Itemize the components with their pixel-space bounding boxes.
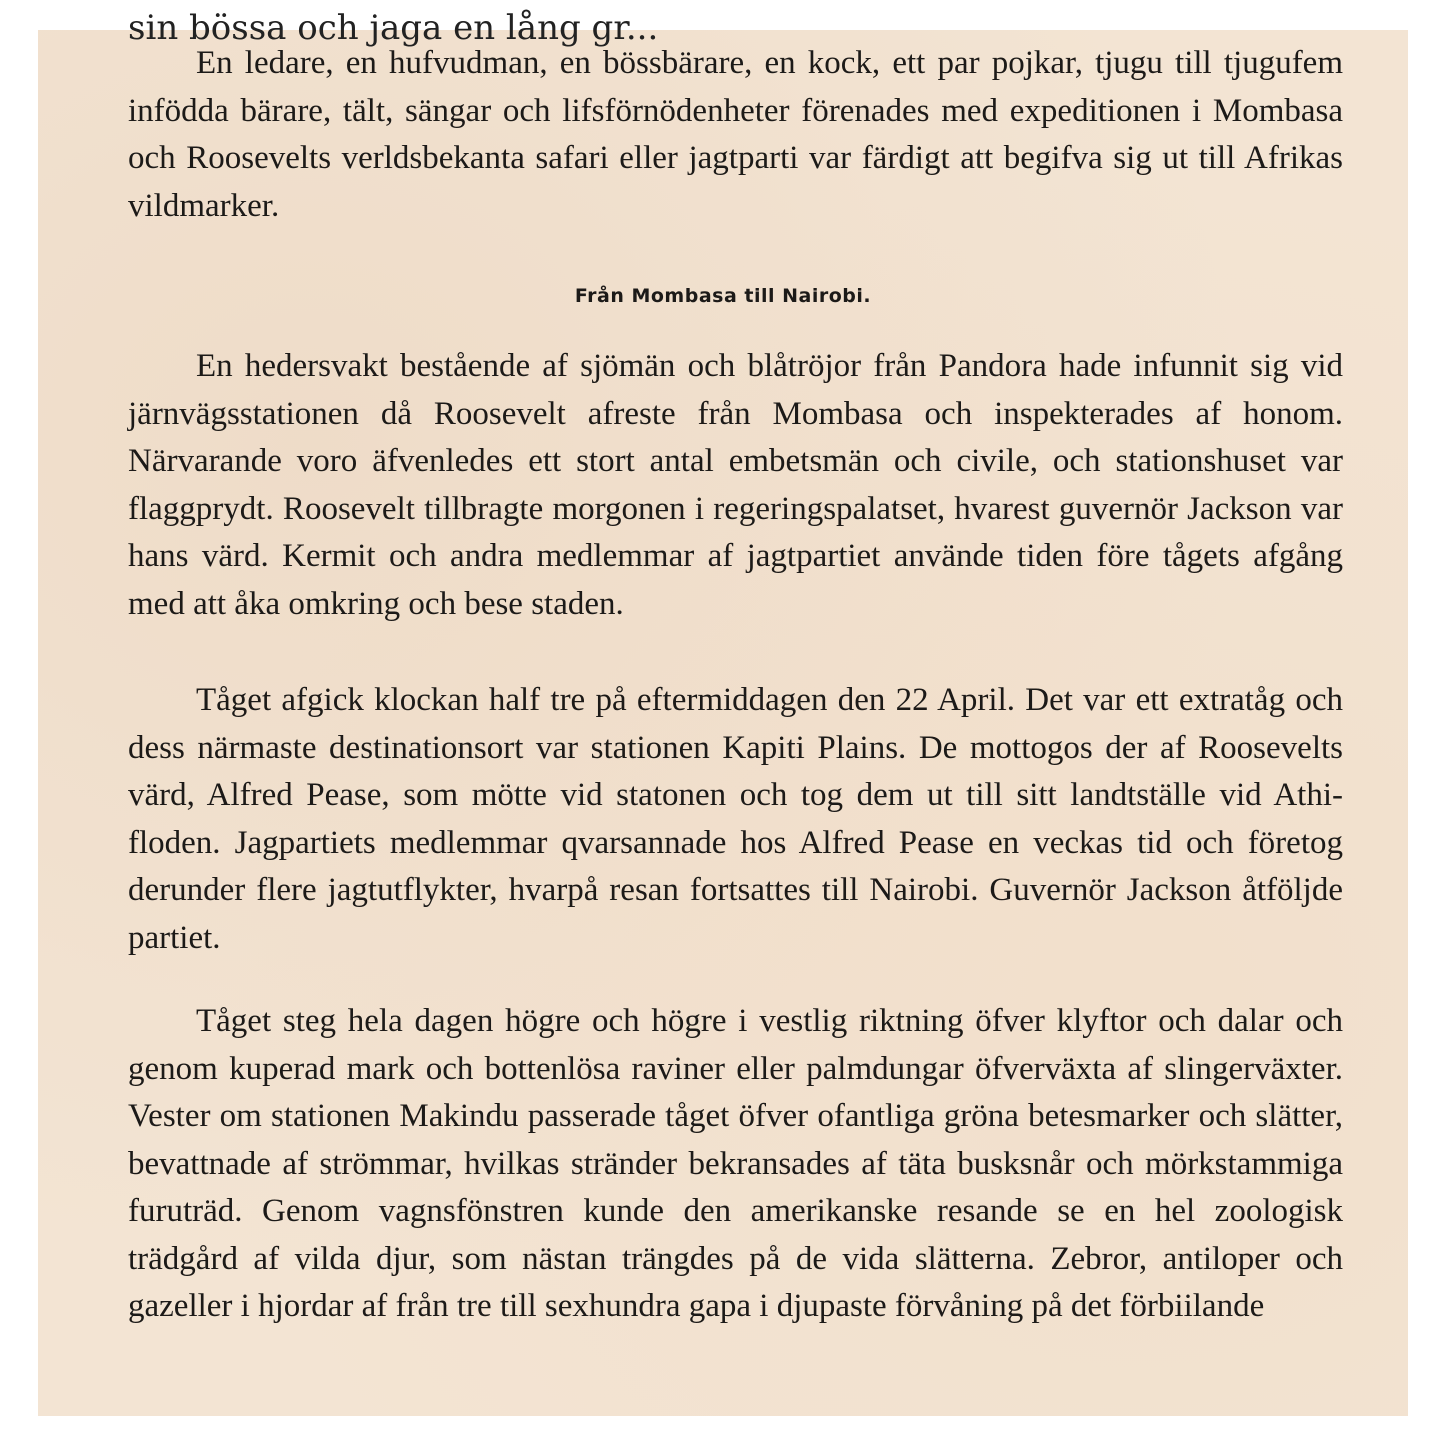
paragraph-expedition: [128, 40, 1343, 230]
paragraph-text: Tåget steg hela dagen högre och högre i vestlig riktning öfver klyftor och dalar och genom kuperad mark och bottenlösa raviner eller palmdungar öfverväxta af slingerväxter. Vester om stationen Makindu passerade tåget öfver ofantliga gröna betesmarker och slätter, bevattnade af strömmar, hvilkas stränder bekransades af täta busksnår och mörkstammiga furuträd. Genom vagnsfönstren kunde den amerikanske resande se en hel zoologisk trädgård af vilda djur, som nästan trängdes på de vida slätterna. Zebror, antiloper och gazeller i hjordar af från tre till sexhundra gapa i djupaste förvåning på det förbiilande: [128, 1003, 1343, 1324]
paragraph-text: Tåget afgick klockan half tre på eftermiddagen den 22 April. Det var ett extratåg och dess närmaste destinationsort var stationen Kapiti Plains. De mottogos der af Roosevelts värd, Alfred Pease, som mötte vid statonen och tog dem ut till sitt landtställe vid Athi-floden. Jagpartiets medlemmar qvarsannade hos Alfred Pease en veckas tid och företog derunder flere jagtutflykter, hvarpå resan fortsattes till Nairobi. Guvernör Jackson åtföljde partiet.: [128, 682, 1343, 956]
cut-off-line: sin bössa och jaga en lång gr...: [128, 8, 659, 48]
paragraph-text: En ledare, en hufvudman, en bössbärare, en kock, ett par pojkar, tjugu till tjugufem infödda bärare, tält, sängar och lifsförnödenheter förenades med expeditionen i Mombasa och Roosevelts verldsbekanta safari eller jagtparti var färdigt att begifva sig ut till Afrikas vildmarker.: [128, 45, 1343, 224]
section-heading: Från Mombasa till Nairobi.: [574, 285, 872, 307]
paragraph-journey: [128, 998, 1343, 1331]
page-scan: [38, 8, 1408, 1416]
paragraph-text: En hedersvakt bestående af sjömän och blåtröjor från Pandora hade infunnit sig vid järnvägsstationen då Roosevelt afreste från Mombasa och inspekterades af honom. Närvarande voro äfvenledes ett stort antal embetsmän och civile, och stationshuset var flaggprydt. Roosevelt tillbragte morgonen i regeringspalatset, hvarest guvernör Jackson var hans värd. Kermit och andra medlemmar af jagtpartiet använde tiden före tågets afgång med att åka omkring och bese staden.: [128, 348, 1343, 622]
paragraph-honor-guard: [128, 343, 1343, 628]
paragraph-train-departure: [128, 677, 1343, 962]
